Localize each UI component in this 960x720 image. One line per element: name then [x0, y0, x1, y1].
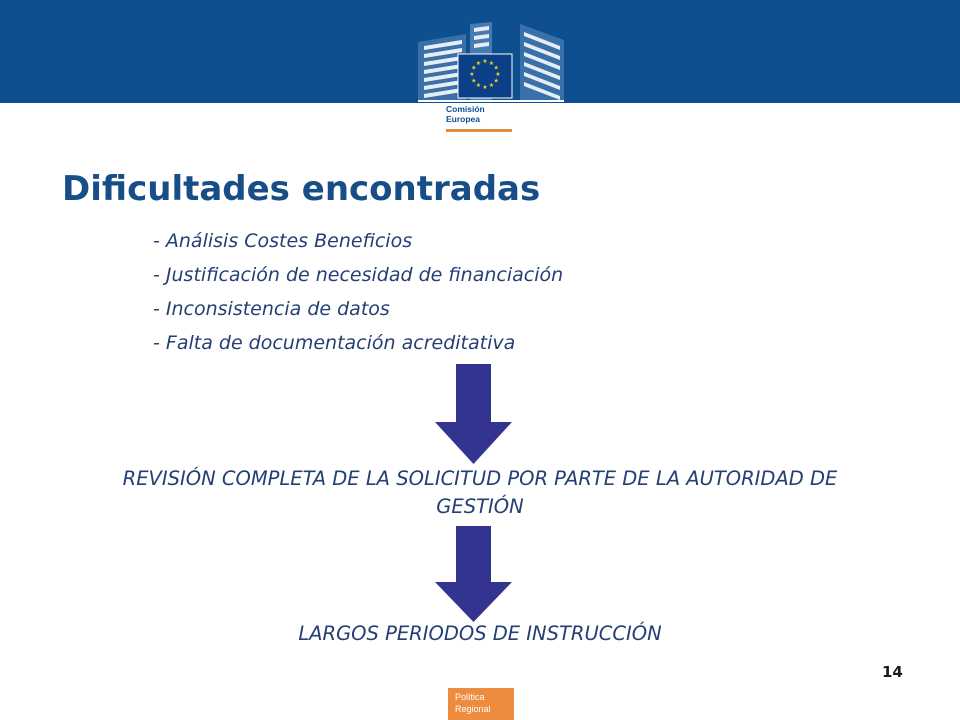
logo-label-line1: Comisión	[446, 104, 485, 114]
svg-text:★: ★	[482, 58, 488, 65]
review-statement: REVISIÓN COMPLETA DE LA SOLICITUD POR PARTE DE LA AUTORIDAD DE GESTIÓN	[122, 467, 838, 518]
logo-label-line2: Europea	[446, 114, 481, 124]
page-number: 14	[882, 663, 903, 681]
svg-text:★: ★	[475, 59, 482, 67]
slide-title: Dificultades encontradas	[62, 169, 541, 209]
footer-badge-line1: Política	[455, 692, 485, 702]
footer-badge	[448, 688, 514, 720]
footer-badge-line2: Regional	[455, 704, 491, 714]
svg-text:★: ★	[471, 64, 477, 72]
svg-text:★: ★	[475, 82, 482, 90]
svg-text:★: ★	[495, 71, 501, 78]
list-item: - Inconsistencia de datos	[153, 298, 390, 320]
logo-label	[446, 104, 485, 124]
svg-text:★: ★	[471, 77, 477, 85]
instruction-periods-statement: LARGOS PERIODOS DE INSTRUCCIÓN	[298, 622, 662, 645]
svg-text:★: ★	[469, 71, 475, 78]
svg-text:★: ★	[493, 64, 499, 72]
difficulties-list	[153, 224, 563, 360]
svg-text:★: ★	[482, 84, 488, 91]
svg-text:★: ★	[493, 77, 499, 85]
down-arrow-icon	[435, 364, 512, 464]
list-item: - Análisis Costes Beneficios	[153, 230, 413, 252]
down-arrow-icon	[435, 526, 512, 622]
list-item: - Falta de documentación acreditativa	[153, 332, 516, 354]
list-item: - Justificación de necesidad de financiación	[153, 264, 564, 286]
european-commission-logo	[414, 0, 572, 134]
logo-accent-line	[446, 129, 512, 132]
svg-text:★: ★	[488, 59, 495, 67]
svg-text:★: ★	[488, 82, 495, 90]
